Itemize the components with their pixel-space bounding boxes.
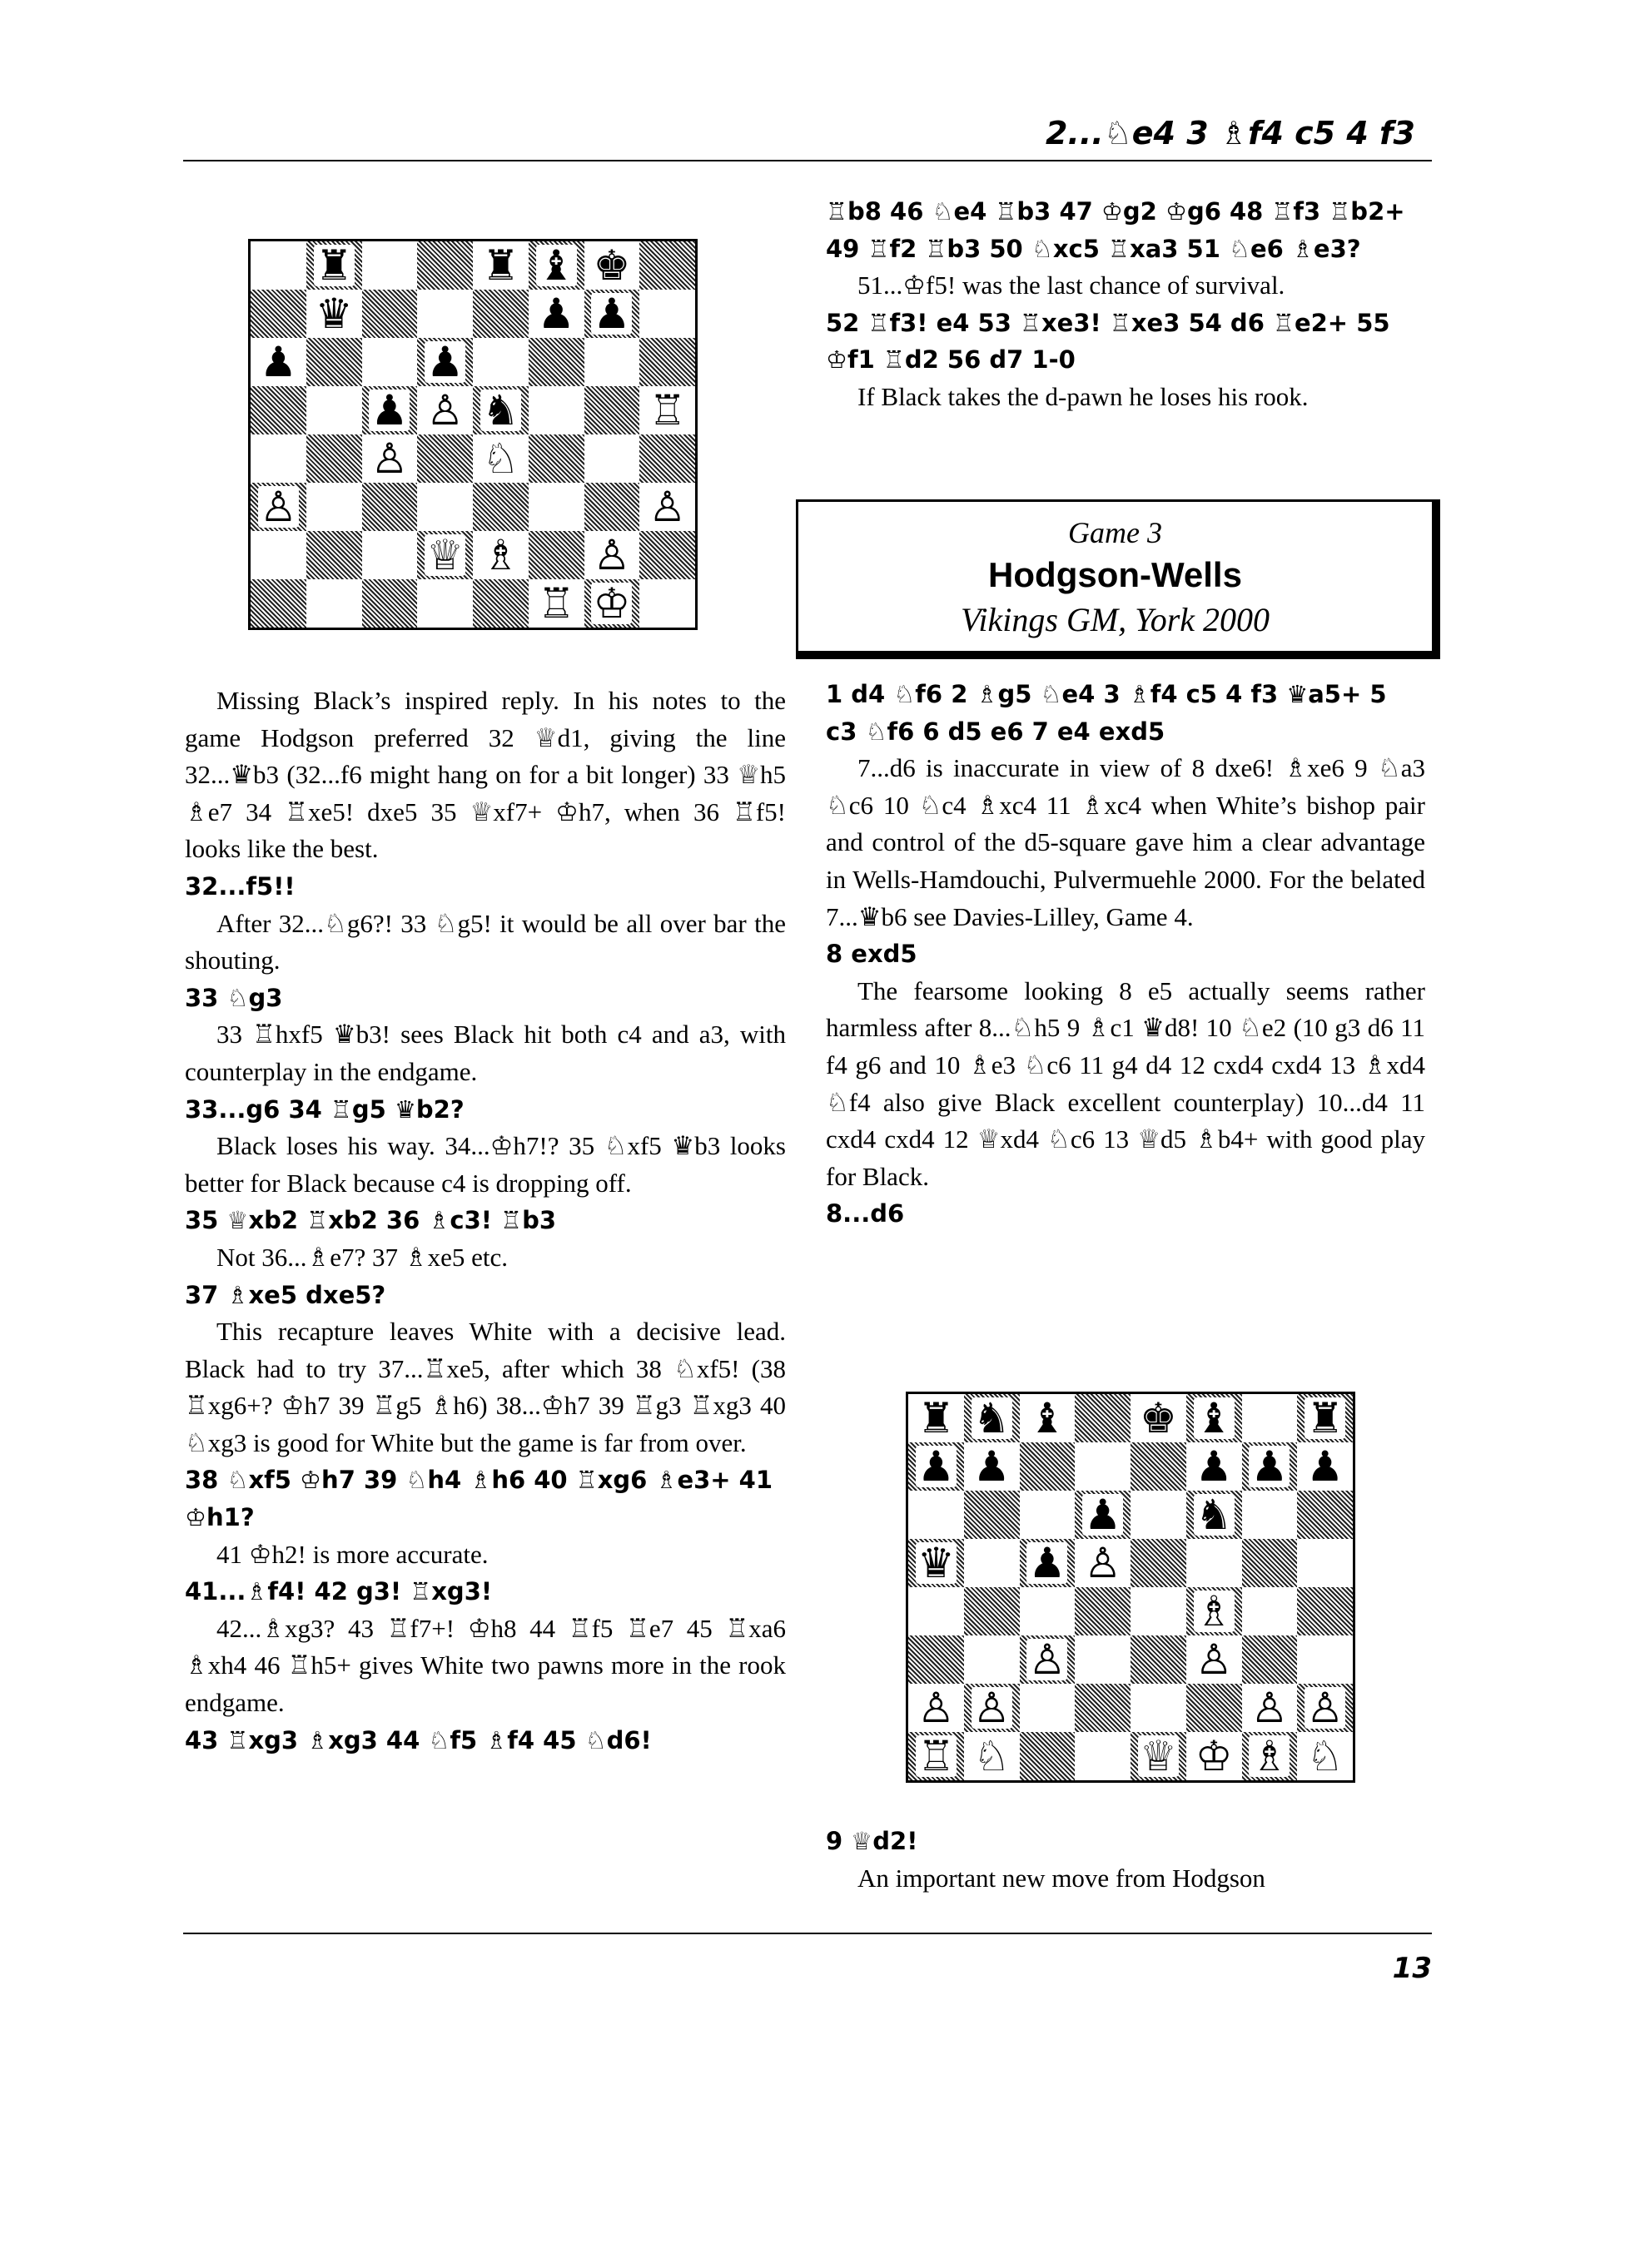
commentary-paragraph: Missing Black’s inspired reply. In his notes to the game Hodgson preferred 32 ♕d1, giving the line 32...♛b3 (32...f6 might hang on for a bit longer) 33 ♕h5 ♗e7 34 ♖xe5! dxe5 35 ♕xf7+ ♔h7, when 36 ♖f5! looks like the best. [185,686,786,864]
board-square [1020,1587,1076,1635]
board-square [306,241,362,290]
board-square [964,1539,1020,1587]
board-square [1242,1442,1298,1491]
board-square [1186,1587,1242,1635]
board-square [639,386,695,434]
board-square [417,579,473,628]
board-square [1075,1732,1131,1780]
chess-piece-icon: ♔ [1195,1732,1233,1780]
board-square [964,1732,1020,1780]
board-square [964,1394,1020,1442]
right-column-top [826,193,1425,416]
chess-piece-icon: ♟ [370,386,409,434]
move-line: 52 ♖f3! e4 53 ♖xe3! ♖xe3 54 d6 ♖e2+ 55 ♔f1 ♖d2 56 d7 1-0 [826,308,1390,375]
board-square [1186,1539,1242,1587]
board-square [1242,1394,1298,1442]
board-square [1131,1442,1186,1491]
chess-piece-icon: ♟ [1306,1442,1344,1491]
move-line: 38 ♘xf5 ♔h7 39 ♘h4 ♗h6 40 ♖xg6 ♗e3+ 41 ♔h1? [185,1466,773,1532]
commentary-paragraph: This recapture leaves White with a decisive lead. Black had to try 37...♖xe5, after which 38 ♘xf5! (38 ♖xg6+? ♔h7 39 ♖g5 ♗h6) 38...♔h7 39 ♖g3 ♖xg3 40 ♘xg3 is good for White but the game is far from over. [185,1317,786,1457]
move-line: 1 d4 ♘f6 2 ♗g5 ♘e4 3 ♗f4 c5 4 f3 ♛a5+ 5 c3 ♘f6 6 d5 e6 7 e4 exd5 [826,680,1387,746]
board-square [1075,1491,1131,1539]
board-square [529,241,584,290]
game-title: Hodgson-Wells [988,555,1242,594]
chess-piece-icon: ♙ [917,1684,955,1732]
board-square [639,483,695,531]
commentary-paragraph: 42...♗xg3? 43 ♖f7+! ♔h8 44 ♖f5 ♖e7 45 ♖xa6 ♗xh4 46 ♖h5+ gives White two pawns more in the rook endgame. [185,1613,786,1718]
commentary-paragraph: 33 ♖hxf5 ♛b3! sees Black hit both c4 and a3, with counterplay in the endgame. [185,1020,786,1086]
board-square [473,241,529,290]
board-square [362,241,418,290]
board-square [908,1539,964,1587]
chess-piece-icon: ♛ [917,1539,955,1587]
board-square [473,338,529,386]
board-square [1075,1587,1131,1635]
move-line: 41...♗f4! 42 g3! ♖xg3! [185,1577,493,1606]
board-square [529,531,584,579]
board-square [1186,1442,1242,1491]
board-square [908,1732,964,1780]
chess-piece-icon: ♙ [972,1684,1011,1732]
board-square [639,290,695,338]
chess-piece-icon: ♝ [537,241,575,290]
board-square [1242,1732,1298,1780]
commentary-paragraph: After 32...♘g6?! 33 ♘g5! it would be all over bar the shouting. [185,908,786,975]
board-square [639,434,695,483]
chess-piece-icon: ♙ [593,531,631,579]
chess-piece-icon: ♙ [1084,1539,1122,1587]
board-square [1131,1394,1186,1442]
chess-piece-icon: ♜ [481,241,519,290]
chess-piece-icon: ♞ [481,386,519,434]
board-square [908,1635,964,1684]
board-square [306,434,362,483]
move-line: 8...d6 [826,1199,905,1228]
board-square [908,1587,964,1635]
board-square [473,579,529,628]
commentary-paragraph: Not 36...♗e7? 37 ♗xe5 etc. [216,1242,508,1272]
chess-piece-icon: ♞ [1195,1491,1233,1539]
board-square [362,434,418,483]
board-square [1131,1684,1186,1732]
board-square [584,434,640,483]
board-square [251,338,306,386]
board-square [251,483,306,531]
chess-piece-icon: ♟ [593,290,631,338]
game-box [796,499,1440,659]
board-square [251,241,306,290]
chess-piece-icon: ♕ [1139,1732,1177,1780]
board-square [529,338,584,386]
chess-piece-icon: ♘ [972,1732,1011,1780]
board-square [639,241,695,290]
board-square [964,1684,1020,1732]
chess-piece-icon: ♙ [1250,1684,1289,1732]
chess-piece-icon: ♙ [1195,1635,1233,1684]
board-square [417,483,473,531]
move-line: 8 exd5 [826,940,917,969]
board-square [529,386,584,434]
board-square [1075,1684,1131,1732]
commentary-paragraph: The fearsome looking 8 e5 actually seems rather harmless after 8...♘h5 9 ♗c1 ♛d8! 10 ♘e2 (10 g3 d6 11 f4 g6 and 10 ♗e3 ♘c6 11 g4 d4 12 cxd4 cxd4 13 ♗xd4 ♘f4 also give Black excellent counterplay) 10...d4 11 cxd4 cxd4 12 ♕xd4 ♘c6 13 ♕d5 ♗b4+ with good play for Black. [826,975,1425,1191]
top-rule [183,160,1432,161]
board-square [1075,1539,1131,1587]
board-square [1186,1635,1242,1684]
board-square [529,579,584,628]
chess-piece-icon: ♟ [426,338,465,386]
board-square [1186,1491,1242,1539]
chess-piece-icon: ♟ [917,1442,955,1491]
move-line: 32...f5!! [185,871,296,901]
board-square [1020,1539,1076,1587]
chess-piece-icon: ♟ [1250,1442,1289,1491]
board-square [639,338,695,386]
board-square [964,1442,1020,1491]
chess-piece-icon: ♘ [1306,1732,1344,1780]
left-column [185,682,786,1759]
chess-diagram-1 [248,239,698,630]
chess-piece-icon: ♙ [426,386,465,434]
board-square [1020,1491,1076,1539]
board-square [473,531,529,579]
move-line: 43 ♖xg3 ♗xg3 44 ♘f5 ♗f4 45 ♘d6! [185,1725,652,1754]
board-square [1131,1587,1186,1635]
board-square [362,338,418,386]
chess-piece-icon: ♝ [1195,1394,1233,1442]
board-square [1242,1684,1298,1732]
board-square [964,1491,1020,1539]
board-square [1131,1635,1186,1684]
chess-diagram-2 [906,1392,1355,1783]
board-square [1131,1732,1186,1780]
commentary-paragraph: 41 ♔h2! is more accurate. [216,1539,489,1569]
chess-piece-icon: ♜ [1306,1394,1344,1442]
board-square [529,290,584,338]
board-square [417,338,473,386]
board-square [584,579,640,628]
chess-piece-icon: ♗ [481,531,519,579]
board-square [251,579,306,628]
board-square [417,386,473,434]
game-label: Game 3 [1068,516,1162,549]
board-square [584,290,640,338]
chess-piece-icon: ♟ [972,1442,1011,1491]
board-square [473,386,529,434]
board-square [306,338,362,386]
chess-piece-icon: ♛ [315,290,353,338]
board-square [908,1442,964,1491]
board-square [362,290,418,338]
board-square [1297,1635,1353,1684]
chess-piece-icon: ♙ [649,483,687,531]
board-square [1242,1539,1298,1587]
board-square [473,434,529,483]
chess-piece-icon: ♟ [1028,1539,1066,1587]
board-square [1020,1684,1076,1732]
board-square [529,434,584,483]
board-square [1186,1732,1242,1780]
board-square [584,531,640,579]
board-square [1297,1684,1353,1732]
move-line: 33...g6 34 ♖g5 ♛b2? [185,1094,465,1124]
chess-piece-icon: ♙ [259,483,297,531]
board-square [251,531,306,579]
chess-piece-icon: ♗ [1250,1732,1289,1780]
board-square [362,531,418,579]
board-square [417,434,473,483]
board-square [964,1587,1020,1635]
board-square [584,483,640,531]
board-square [306,386,362,434]
chess-piece-icon: ♜ [315,241,353,290]
board-square [1297,1587,1353,1635]
board-square [1075,1394,1131,1442]
move-line: 9 ♕d2! [826,1827,918,1855]
board-square [1297,1539,1353,1587]
board-square [362,386,418,434]
board-square [1297,1442,1353,1491]
chess-piece-icon: ♟ [259,338,297,386]
board-square [251,434,306,483]
chess-piece-icon: ♖ [649,386,687,434]
move-line: 37 ♗xe5 dxe5? [185,1280,386,1309]
board-square [908,1684,964,1732]
board-square [1242,1491,1298,1539]
board-square [362,579,418,628]
board-square [1297,1491,1353,1539]
chess-piece-icon: ♞ [972,1394,1011,1442]
board-square [1242,1587,1298,1635]
move-line: ♖b8 46 ♘e4 ♖b3 47 ♔g2 ♔g6 48 ♖f3 ♖b2+ 49 ♖f2 ♖b3 50 ♘xc5 ♖xa3 51 ♘e6 ♗e3? [826,197,1405,263]
board-square [584,386,640,434]
commentary-paragraph: If Black takes the d-pawn he loses his rook. [857,381,1309,411]
chess-piece-icon: ♙ [370,434,409,483]
right-column-bottom [826,1823,1425,1897]
commentary-paragraph: Black loses his way. 34...♔h7!? 35 ♘xf5 ♛b3 looks better for Black because c4 is dropping off. [185,1131,786,1198]
board-square [1020,1394,1076,1442]
chess-piece-icon: ♘ [481,434,519,483]
board-square [584,338,640,386]
board-square [251,290,306,338]
board-square [639,531,695,579]
board-square [1131,1539,1186,1587]
game-event: Vikings GM, York 2000 [960,601,1270,638]
chess-piece-icon: ♙ [1306,1684,1344,1732]
chess-piece-icon: ♖ [537,579,575,628]
board-square [1186,1684,1242,1732]
chess-piece-icon: ♚ [593,241,631,290]
chess-piece-icon: ♔ [593,579,631,628]
move-line: 33 ♘g3 [185,983,283,1012]
board-square [908,1394,964,1442]
move-line: 35 ♕xb2 ♖xb2 36 ♗c3! ♖b3 [185,1206,557,1235]
chess-piece-icon: ♟ [537,290,575,338]
board-square [473,290,529,338]
board-square [306,290,362,338]
running-head: 2...♘e4 3 ♗f4 c5 4 f3 [1045,115,1415,151]
commentary-paragraph: 51...♔f5! was the last chance of survival. [857,270,1285,300]
chess-piece-icon: ♖ [917,1732,955,1780]
board-square [417,241,473,290]
chess-piece-icon: ♙ [1028,1635,1066,1684]
board-square [251,386,306,434]
chess-piece-icon: ♝ [1028,1394,1066,1442]
chess-piece-icon: ♕ [426,531,465,579]
chess-piece-icon: ♚ [1139,1394,1177,1442]
bottom-rule [183,1933,1432,1934]
board-square [306,579,362,628]
chess-piece-icon: ♟ [1195,1442,1233,1491]
board-square [1297,1732,1353,1780]
board-square [1297,1394,1353,1442]
board-square [639,579,695,628]
board-square [908,1491,964,1539]
page-number: 13 [1392,1952,1432,1985]
board-square [1020,1442,1076,1491]
commentary-paragraph: An important new move from Hodgson [857,1863,1265,1893]
board-square [964,1635,1020,1684]
chess-piece-icon: ♜ [917,1394,955,1442]
commentary-paragraph: 7...d6 is inaccurate in view of 8 dxe6! ♗xe6 9 ♘a3 ♘c6 10 ♘c4 ♗xc4 11 ♗xc4 when White’s bishop pair and control of the d5-square gave him a clear advantage in Wells-Hamdouchi, Pulvermuehle 2000. For the belated 7...♛b6 see Davies-Lilley, Game 4. [826,753,1425,931]
board-square [417,290,473,338]
board-square [1075,1442,1131,1491]
board-square [1020,1635,1076,1684]
board-square [529,483,584,531]
board-square [1186,1394,1242,1442]
board-square [306,483,362,531]
board-square [1242,1635,1298,1684]
board-square [473,483,529,531]
board-square [306,531,362,579]
board-square [1075,1635,1131,1684]
board-square [1020,1732,1076,1780]
chess-piece-icon: ♗ [1195,1587,1233,1635]
board-square [1131,1491,1186,1539]
board-square [584,241,640,290]
board-square [362,483,418,531]
right-column-mid [826,676,1425,1233]
chess-piece-icon: ♟ [1084,1491,1122,1539]
board-square [417,531,473,579]
